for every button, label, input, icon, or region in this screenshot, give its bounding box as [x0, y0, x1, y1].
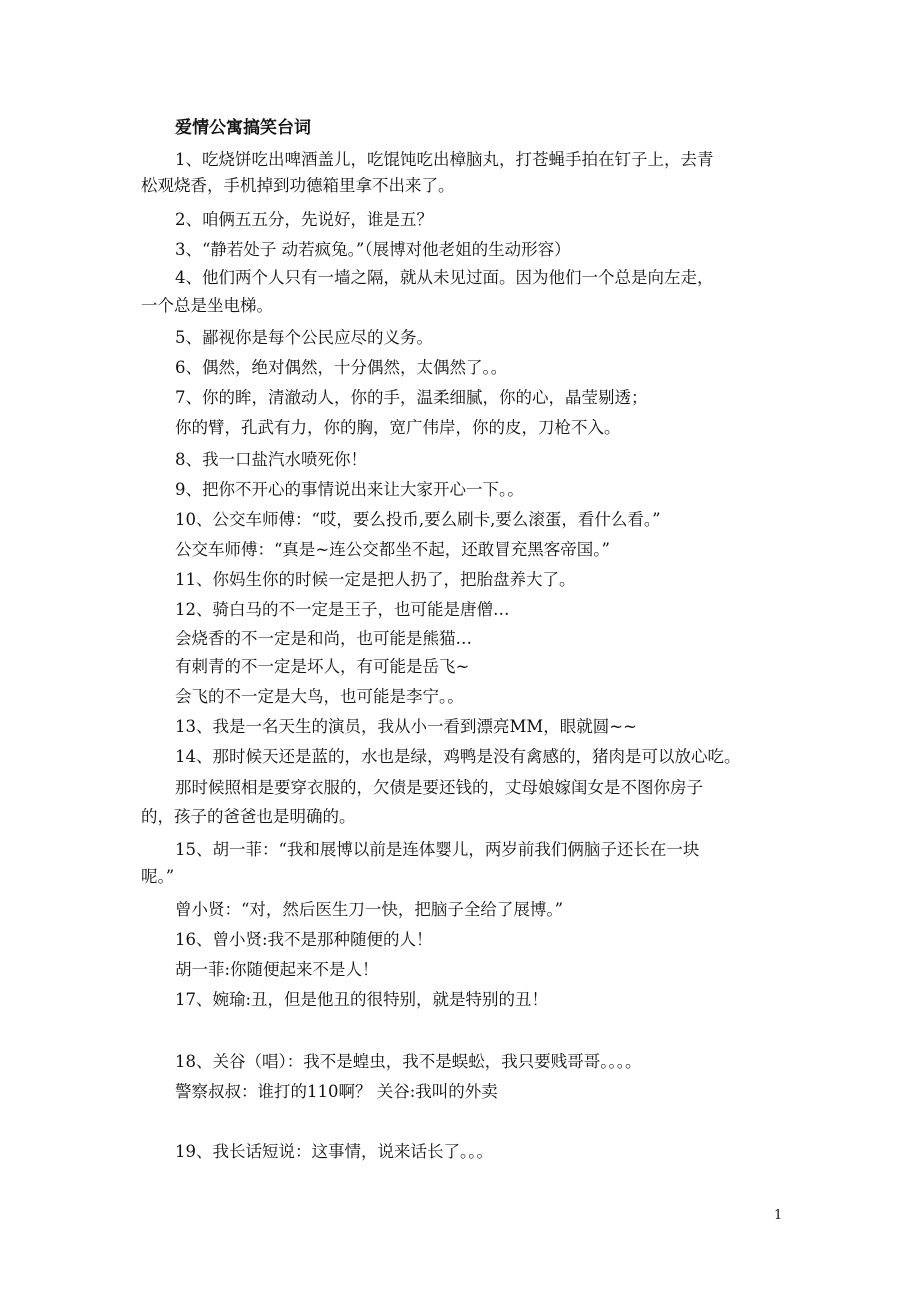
text-line: 你的臂，孔武有力，你的胸，宽广伟岸，你的皮，刀枪不入。 — [175, 418, 621, 437]
text-line: 3、“静若处子 动若疯兔。”（展博对他老姐的生动形容） — [175, 240, 571, 259]
text-line: 公交车师傅：“真是~连公交都坐不起，还敢冒充黑客帝国。” — [175, 540, 610, 559]
text-line: 1、吃烧饼吃出啤酒盖儿，吃馄饨吃出樟脑丸，打苍蝇手拍在钉子上，去青 — [175, 150, 714, 169]
text-line: 会飞的不一定是大鸟，也可能是李宁。。 — [175, 687, 464, 706]
text-line: 一个总是坐电梯。 — [141, 296, 273, 315]
text-line: 胡一菲:你随便起来不是人！ — [175, 960, 379, 979]
text-line: 16、曾小贤:我不是那种随便的人！ — [175, 930, 433, 949]
text-line: 17、婉瑜:丑，但是他丑的很特别，就是特别的丑！ — [175, 990, 549, 1009]
text-line: 12、骑白马的不一定是王子，也可能是唐僧… — [175, 600, 510, 619]
text-line: 6、偶然，绝对偶然，十分偶然，太偶然了。。 — [175, 358, 508, 377]
text-line: 19、我长话短说：这事情，说来话长了。。。 — [175, 1142, 493, 1161]
text-line: 5、鄙视你是每个公民应尽的义务。 — [175, 328, 433, 347]
text-line: 13、我是一名天生的演员，我从小一看到漂亮MM，眼就圆~~ — [175, 717, 637, 736]
text-line: 2、咱俩五五分，先说好，谁是五？ — [175, 210, 433, 229]
text-line: 会烧香的不一定是和尚，也可能是熊猫… — [175, 629, 472, 648]
text-line: 4、他们两个人只有一墙之隔，就从未见过面。因为他们一个总是向左走， — [175, 268, 714, 287]
text-line: 曾小贤：“对，然后医生刀一快，把脑子全给了展博。” — [175, 900, 564, 919]
page-number: 1 — [774, 1208, 783, 1223]
text-line: 那时候照相是要穿衣服的，欠债是要还钱的，丈母娘嫁闺女是不图你房子 — [175, 778, 703, 797]
text-line: 的，孩子的爸爸也是明确的。 — [141, 807, 356, 826]
text-line: 警察叔叔：谁打的110啊？ 关谷:我叫的外卖 — [175, 1082, 498, 1101]
text-line: 有刺青的不一定是坏人，有可能是岳飞~ — [175, 657, 470, 676]
text-line: 松观烧香，手机掉到功德箱里拿不出来了。 — [141, 176, 455, 195]
text-line: 15、胡一菲：“我和展博以前是连体婴儿，两岁前我们俩脑子还长在一块 — [175, 840, 700, 859]
text-line: 10、公交车师傅：“哎，要么投币,要么刷卡,要么滚蛋，看什么看。” — [175, 510, 661, 529]
document-title: 爱情公寓搞笑台词 — [175, 118, 311, 138]
text-line: 9、把你不开心的事情说出来让大家开心一下。。 — [175, 480, 524, 499]
text-line: 呢。” — [141, 867, 175, 886]
text-line: 11、你妈生你的时候一定是把人扔了，把胎盘养大了。 — [175, 570, 576, 589]
text-line: 8、我一口盐汽水喷死你！ — [175, 450, 367, 469]
text-line: 7、你的眸，清澈动人，你的手，温柔细腻，你的心，晶莹剔透； — [175, 388, 648, 407]
text-line: 14、那时候天还是蓝的，水也是绿，鸡鸭是没有禽感的，猪肉是可以放心吃。 — [175, 747, 741, 766]
text-line: 18、关谷（唱）：我不是蝗虫，我不是蜈蚣，我只要贱哥哥。。。。 — [175, 1052, 642, 1071]
